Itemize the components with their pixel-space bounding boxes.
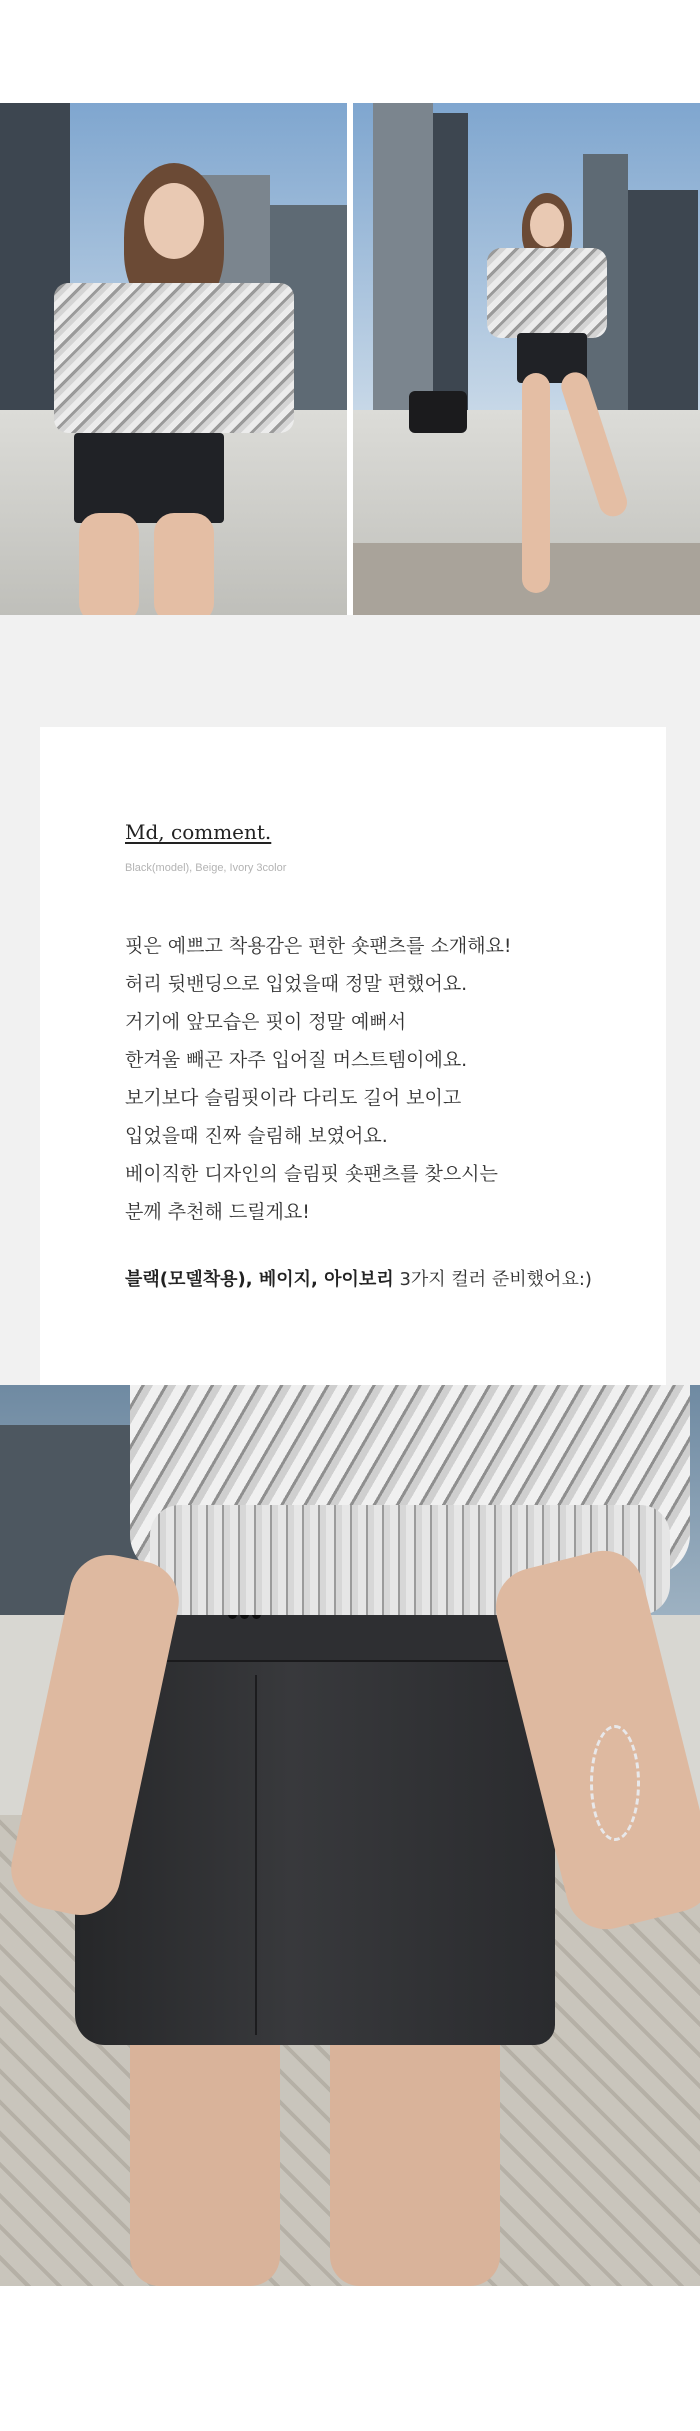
- bracelet: [590, 1725, 640, 1841]
- color-names-bold: 블랙(모델착용), 베이지, 아이보리: [125, 1269, 394, 1290]
- product-closeup-photo: [0, 1385, 700, 2286]
- md-comment-card: [40, 727, 666, 1385]
- comment-line: 베이직한 디자인의 슬림핏 숏팬츠를 찾으시는: [125, 1163, 498, 1185]
- handbag: [409, 391, 467, 433]
- photo-building: [373, 103, 433, 420]
- product-photo-front: [0, 103, 347, 615]
- color-availability-line: [125, 1265, 592, 1291]
- model-figure: [482, 193, 612, 613]
- photo-building: [628, 190, 698, 420]
- photo-building: [433, 113, 468, 420]
- color-options-caption: Black(model), Beige, Ivory 3color: [125, 862, 287, 874]
- md-comment-body: [125, 927, 625, 1231]
- pressed-crease: [255, 1675, 257, 2035]
- comment-line: 보기보다 슬림핏이라 다리도 길어 보이고: [125, 1087, 462, 1109]
- product-photo-row: [0, 103, 700, 615]
- model-leg: [130, 2005, 280, 2286]
- comment-line: 허리 뒷밴딩으로 입었을때 정말 편했어요.: [125, 973, 468, 995]
- model-leg: [330, 2005, 500, 2286]
- comment-line: 거기에 앞모습은 핏이 정말 예뻐서: [125, 1011, 407, 1033]
- comment-line: 분께 추천해 드릴게요!: [125, 1201, 310, 1223]
- product-photo-side: [353, 103, 700, 615]
- md-comment-title: Md, comment.: [125, 820, 272, 844]
- model-figure: [44, 153, 304, 615]
- color-count-text: 3가지 컬러 준비했어요:): [393, 1269, 592, 1290]
- comment-line: 한겨울 빼곤 자주 입어질 머스트템이에요.: [125, 1049, 468, 1071]
- comment-line: 입었을때 진짜 슬림해 보였어요.: [125, 1125, 388, 1147]
- comment-line: 핏은 예쁘고 착용감은 편한 숏팬츠를 소개해요!: [125, 935, 512, 957]
